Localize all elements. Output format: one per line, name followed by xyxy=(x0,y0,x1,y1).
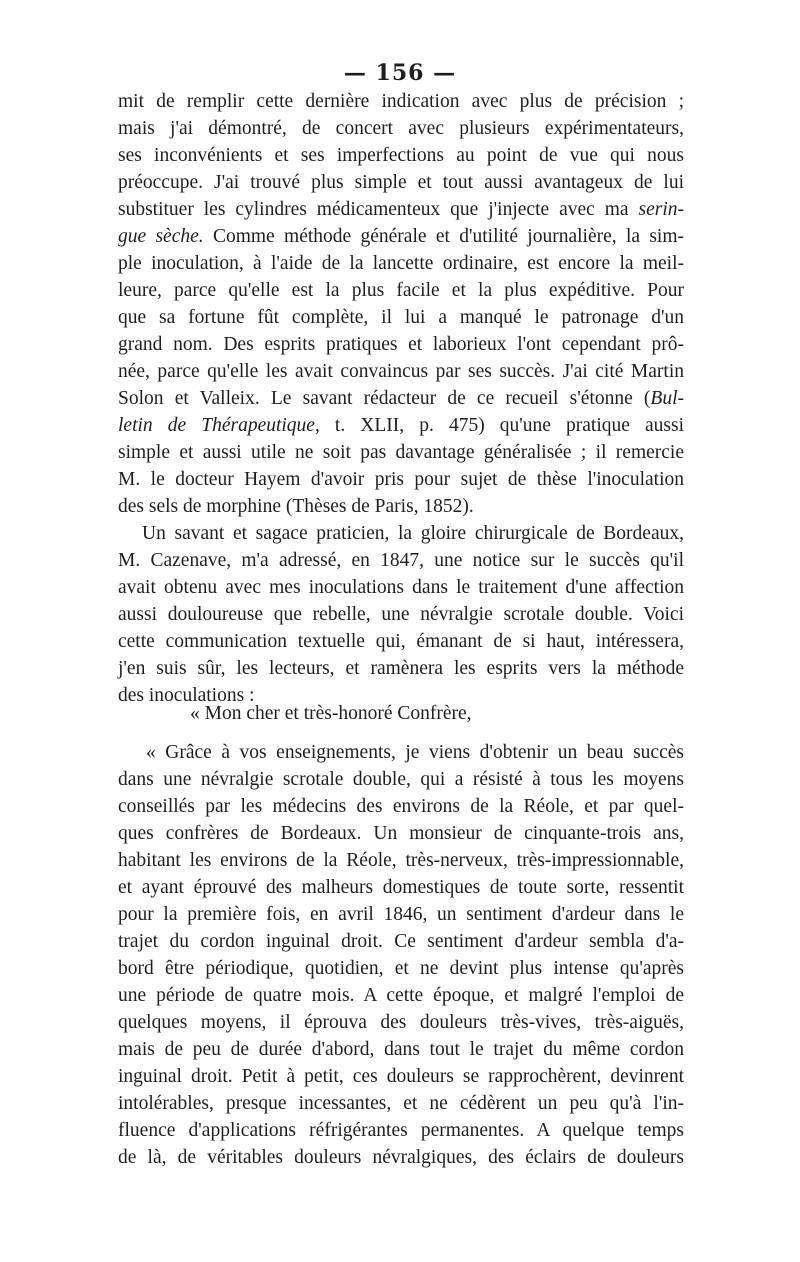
text-line: bord être périodique, quotidien, et ne devint plus intense qu'après xyxy=(118,958,684,979)
text-line: cette communication textuelle qui, émanant de si haut, intéressera, xyxy=(118,631,684,652)
text-line: née, parce qu'elle les avait convaincus par ses succès. J'ai cité Martin xyxy=(118,361,684,382)
text-line: gue sèche. Comme méthode générale et d'utilité journalière, la sim- xyxy=(118,226,684,247)
text-line: grand nom. Des esprits pratiques et laborieux l'ont cependant prô- xyxy=(118,334,684,355)
text-line: des inoculations : xyxy=(118,685,255,706)
text-line: substituer les cylindres médicamenteux que j'injecte avec ma serin- xyxy=(118,199,684,220)
text-line: mais j'ai démontré, de concert avec plusieurs expérimentateurs, xyxy=(118,118,684,139)
text-line: leure, parce qu'elle est la plus facile et la plus expéditive. Pour xyxy=(118,280,684,301)
text-line: une période de quatre mois. A cette époque, et malgré l'emploi de xyxy=(118,985,684,1006)
text-line: Solon et Valleix. Le savant rédacteur de ce recueil s'étonne (Bul- xyxy=(118,388,684,409)
text-line: dans une névralgie scrotale double, qui a résisté à tous les moyens xyxy=(118,769,684,790)
text-line: j'en suis sûr, les lecteurs, et ramènera les esprits vers la méthode xyxy=(118,658,684,679)
text-line: inguinal droit. Petit à petit, ces douleurs se rapprochèrent, devinrent xyxy=(118,1066,684,1087)
text-line: conseillés par les médecins des environs de la Réole, et par quel- xyxy=(118,796,684,817)
text-line: M. Cazenave, m'a adressé, en 1847, une notice sur le succès qu'il xyxy=(118,550,684,571)
text-line: letin de Thérapeutique, t. XLII, p. 475) qu'une pratique aussi xyxy=(118,415,684,436)
text-line: des sels de morphine (Thèses de Paris, 1852). xyxy=(118,496,474,517)
text-line: de là, de véritables douleurs névralgiques, des éclairs de douleurs xyxy=(118,1147,684,1168)
text-line: pour la première fois, en avril 1846, un sentiment d'ardeur dans le xyxy=(118,904,684,925)
text-line: Un savant et sagace praticien, la gloire chirurgicale de Bordeaux, xyxy=(142,523,684,544)
text-line: fluence d'applications réfrigérantes permanentes. A quelque temps xyxy=(118,1120,684,1141)
text-line: ses inconvénients et ses imperfections au point de vue qui nous xyxy=(118,145,684,166)
text-line: aussi douloureuse que rebelle, une névralgie scrotale double. Voici xyxy=(118,604,684,625)
text-line: et ayant éprouvé des malheurs domestiques de toute sorte, ressentit xyxy=(118,877,684,898)
body-text-block-1 xyxy=(118,88,684,709)
text-line: habitant les environs de la Réole, très-nerveux, très-impressionnable, xyxy=(118,850,684,871)
text-line: que sa fortune fût complète, il lui a manqué le patronage d'un xyxy=(118,307,684,328)
text-line: mit de remplir cette dernière indication avec plus de précision ; xyxy=(118,91,684,112)
page-number: — 156 — xyxy=(343,60,457,86)
text-line: « Grâce à vos enseignements, je viens d'obtenir un beau succès xyxy=(146,742,684,763)
text-line: avait obtenu avec mes inoculations dans le traitement d'une affection xyxy=(118,577,684,598)
text-line: ques confrères de Bordeaux. Un monsieur de cinquante-trois ans, xyxy=(118,823,684,844)
text-line: quelques moyens, il éprouva des douleurs très-vives, très-aiguës, xyxy=(118,1012,684,1033)
text-line: préoccupe. J'ai trouvé plus simple et tout aussi avantageux de lui xyxy=(118,172,684,193)
letter-body xyxy=(118,739,684,1171)
text-line: mais de peu de durée d'abord, dans tout le trajet du même cordon xyxy=(118,1039,684,1060)
letter-salutation: « Mon cher et très-honoré Confrère, xyxy=(190,703,472,724)
letter-text-block xyxy=(118,700,684,1171)
text-line: simple et aussi utile ne soit pas davantage généralisée ; il remercie xyxy=(118,442,684,463)
text-line: M. le docteur Hayem d'avoir pris pour sujet de thèse l'inoculation xyxy=(118,469,684,490)
text-line: intolérables, presque incessantes, et ne cédèrent un peu qu'à l'in- xyxy=(118,1093,684,1114)
text-line: trajet du cordon inguinal droit. Ce sentiment d'ardeur sembla d'a- xyxy=(118,931,684,952)
text-line: ple inoculation, à l'aide de la lancette ordinaire, est encore la meil- xyxy=(118,253,684,274)
